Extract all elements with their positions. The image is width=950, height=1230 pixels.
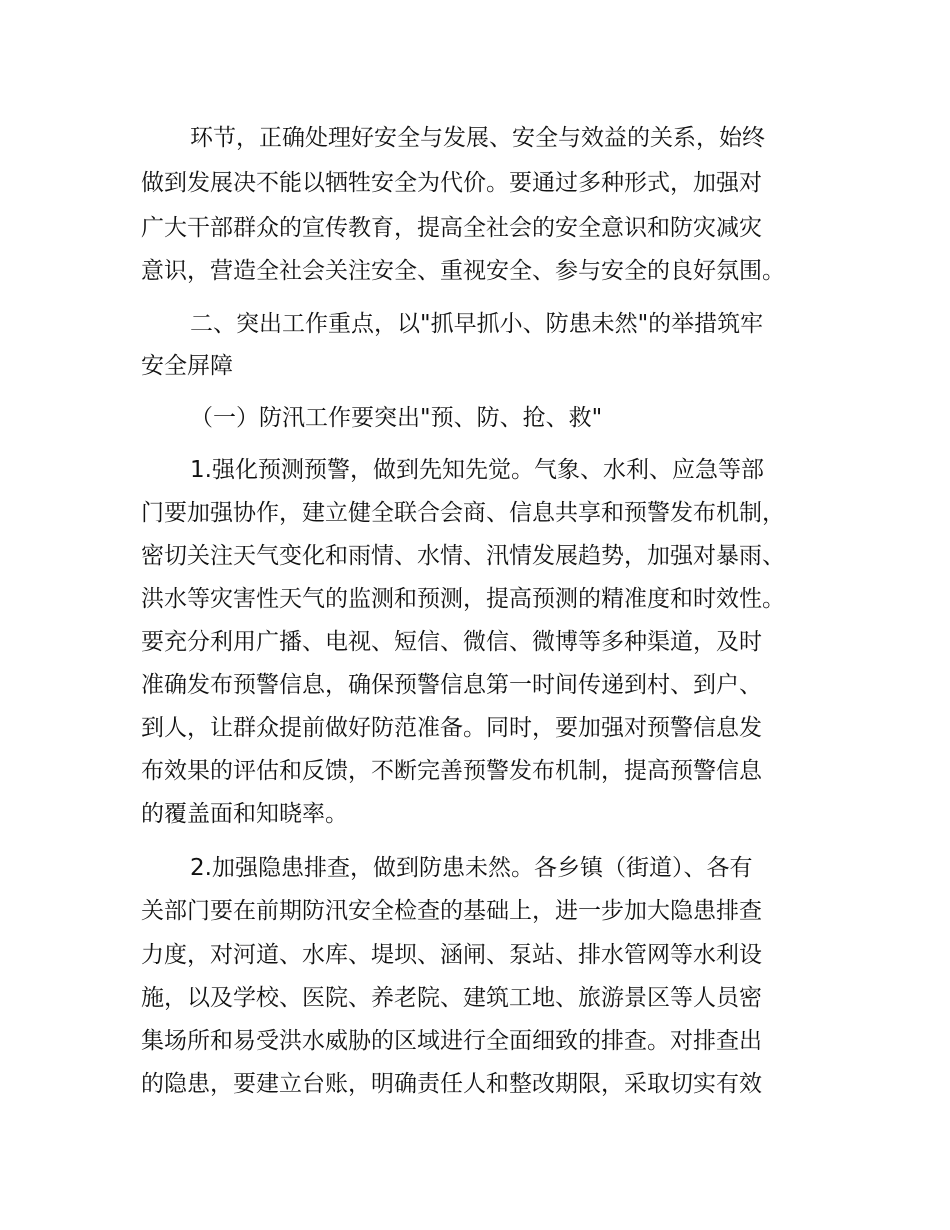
item1-line-5: 要充分利用广播、电视、短信、微信、微博等多种渠道，及时 bbox=[141, 629, 762, 655]
item1-line-1: 1.强化预测预警，做到先知先觉。气象、水利、应急等部 bbox=[190, 457, 764, 483]
item1-line-4: 洪水等灾害性天气的监测和预测，提高预测的精准度和时效性。 bbox=[141, 586, 785, 612]
item2-line-1: 2.加强隐患排查，做到防患未然。各乡镇（街道）、各有 bbox=[190, 855, 753, 881]
p1-line-4: 意识，营造全社会关注安全、重视安全、参与安全的良好氛围。 bbox=[141, 258, 785, 284]
item1-line-8: 布效果的评估和反馈，不断完善预警发布机制，提高预警信息 bbox=[141, 758, 762, 784]
subsection-heading: （一）防汛工作要突出"预、防、抢、救" bbox=[190, 405, 603, 431]
p1-line-2: 做到发展决不能以牺牲安全为代价。要通过多种形式，加强对 bbox=[141, 170, 762, 196]
section-heading-line-2: 安全屏障 bbox=[141, 353, 233, 379]
p1-line-1: 环节，正确处理好安全与发展、安全与效益的关系，始终 bbox=[190, 125, 765, 151]
item1-line-7: 到人，让群众提前做好防范准备。同时，要加强对预警信息发 bbox=[141, 715, 762, 741]
p1-line-3: 广大干部群众的宣传教育，提高全社会的安全意识和防灾减灾 bbox=[141, 215, 762, 241]
item2-line-3: 力度，对河道、水库、堤坝、涵闸、泵站、排水管网等水利设 bbox=[141, 942, 762, 968]
section-heading-line-1: 二、突出工作重点，以"抓早抓小、防患未然"的举措筑牢 bbox=[190, 311, 764, 337]
item1-line-2: 门要加强协作，建立健全联合会商、信息共享和预警发布机制， bbox=[141, 500, 785, 526]
item2-line-5: 集场所和易受洪水威胁的区域进行全面细致的排查。对排查出 bbox=[141, 1028, 762, 1054]
item1-line-9: 的覆盖面和知晓率。 bbox=[141, 801, 348, 827]
item2-line-6: 的隐患，要建立台账，明确责任人和整改期限，采取切实有效 bbox=[141, 1071, 762, 1097]
item2-line-4: 施，以及学校、医院、养老院、建筑工地、旅游景区等人员密 bbox=[141, 985, 762, 1011]
item2-line-2: 关部门要在前期防汛安全检查的基础上，进一步加大隐患排查 bbox=[141, 898, 762, 924]
item1-line-3: 密切关注天气变化和雨情、水情、汛情发展趋势，加强对暴雨、 bbox=[141, 543, 785, 569]
item1-line-6: 准确发布预警信息，确保预警信息第一时间传递到村、到户、 bbox=[141, 672, 762, 698]
